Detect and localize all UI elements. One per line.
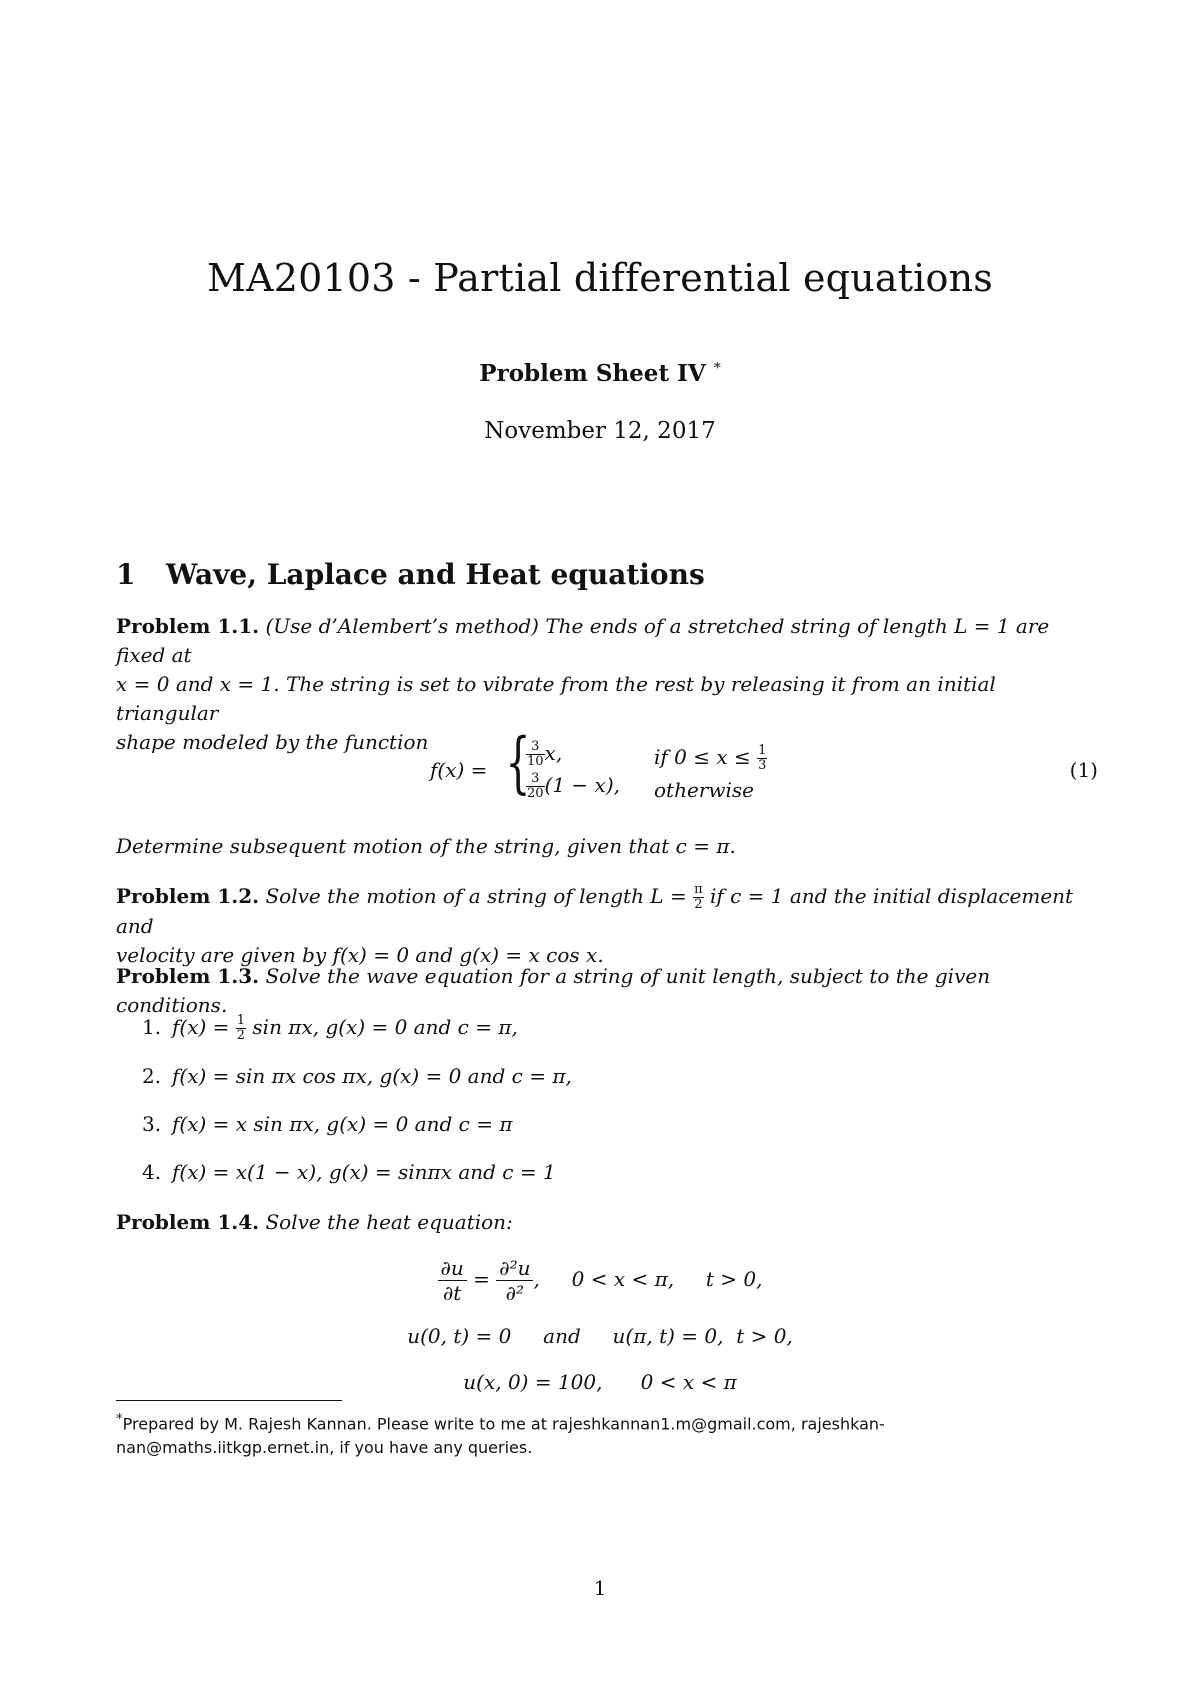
problem-1-4-label: Problem 1.4. [116,1210,260,1234]
problem-1-2-text-a: Solve the motion of a string of length L = [265,884,687,908]
case1-numerator: 3 [526,740,545,755]
section-heading [116,558,705,591]
problem-1-2 [116,882,1101,970]
footnote-line1: Prepared by M. Rajesh Kannan. Please write to me at rajeshkannan1.m@gmail.com, rajeshkan- [122,1414,885,1434]
case2-denominator: 20 [527,786,544,801]
pde-lhs-fraction [438,1256,467,1305]
equation-1-lhs: f(x) = [430,758,488,782]
boundary-conditions: u(0, t) = 0 and u(π, t) = 0, t > 0, [407,1324,793,1348]
list-item-numerator: 1 [236,1013,246,1028]
case1-denominator: 10 [527,754,544,769]
case1-condition-denominator: 3 [758,758,767,773]
subtitle-text: Problem Sheet IV [479,360,706,387]
initial-condition: u(x, 0) = 100, 0 < x < π [463,1370,737,1394]
pde-rhs-denominator: ∂² [505,1281,525,1305]
footnote [116,1408,1101,1460]
problem-1-2-text-b: if c = 1 and the initial displacement and [116,884,1074,938]
list-item [142,1160,556,1184]
case1-condition-fraction [757,744,767,773]
list-item-text: f(x) = x sin πx, g(x) = 0 and c = π [172,1112,513,1136]
equation-1-case1-condition [654,744,767,773]
problem-1-1 [116,612,1101,757]
equation-number: (1) [1069,758,1098,782]
case1-expression: x, [544,741,563,765]
pde-domain: , 0 < x < π, t > 0, [533,1267,763,1291]
problem-1-3-label: Problem 1.3. [116,964,260,988]
list-item-number: 1. [142,1015,162,1039]
pde-rhs-fraction [496,1256,533,1305]
document-title: MA20103 - Partial differential equations [207,256,993,300]
problem-1-2-fraction [693,883,704,912]
heat-pde [0,1256,1200,1305]
equation-1-case2-condition: otherwise [654,778,754,802]
document-date: November 12, 2017 [484,418,716,444]
case2-expression: (1 − x), [544,773,620,797]
problem-1-1-line3: shape modeled by the function [116,730,429,754]
problem-1-4 [116,1208,1101,1237]
list-item-number: 2. [142,1064,162,1088]
problem-1-1-after: Determine subsequent motion of the string, given that c = π. [116,834,736,858]
footnote-marker: * [713,360,721,377]
case2-fraction [526,772,545,801]
list-item-number: 4. [142,1160,162,1184]
section-number: 1 [116,558,136,591]
problem-1-1-line2: x = 0 and x = 1. The string is set to vibrate from the rest by releasing it from an initial triangular [116,672,996,725]
problem-1-1-line1: (Use d’Alembert’s method) The ends of a stretched string of length L = 1 are fixed at [116,614,1050,667]
case1-fraction [526,740,545,769]
section-title: Wave, Laplace and Heat equations [166,558,705,591]
pde-equals: = [473,1267,490,1291]
footnote-mark: * [116,1412,123,1427]
list-item [142,1112,512,1136]
list-item-denominator: 2 [236,1028,246,1043]
equation-1-case2 [526,772,620,801]
pde-rhs-numerator: ∂²u [496,1256,533,1281]
problem-1-2-denominator: 2 [694,897,703,912]
problem-1-2-numerator: π [694,882,703,897]
list-item-text: f(x) = [172,1015,230,1039]
problem-1-2-line2: velocity are given by f(x) = 0 and g(x) = x cos x. [116,943,604,967]
footnote-rule [116,1400,342,1401]
page-number: 1 [593,1576,607,1600]
equation-1-case1 [526,740,562,769]
list-item-text: f(x) = x(1 − x), g(x) = sinπx and c = 1 [172,1160,556,1184]
problem-1-3-text: Solve the wave equation for a string of unit length, subject to the given conditions. [116,964,991,1017]
problem-1-3 [116,962,1101,1020]
problem-1-1-label: Problem 1.1. [116,614,260,638]
pde-lhs-denominator: ∂t [442,1281,462,1305]
list-item-text-b: sin πx, g(x) = 0 and c = π, [252,1015,518,1039]
pde-lhs-numerator: ∂u [438,1256,467,1281]
case1-condition-numerator: 1 [758,743,767,758]
document-subtitle [0,360,1200,387]
problem-1-4-text: Solve the heat equation: [265,1210,513,1234]
cases-brace: { [505,724,531,801]
case1-condition-text: if 0 ≤ x ≤ [654,745,751,769]
problem-1-2-label: Problem 1.2. [116,884,260,908]
footnote-line2: nan@maths.iitkgp.ernet.in, if you have any queries. [116,1438,533,1458]
list-item [142,1014,518,1043]
list-item [142,1064,572,1088]
list-item-number: 3. [142,1112,162,1136]
list-item-fraction [236,1014,246,1043]
case2-numerator: 3 [526,772,545,787]
list-item-text: f(x) = sin πx cos πx, g(x) = 0 and c = π, [172,1064,572,1088]
